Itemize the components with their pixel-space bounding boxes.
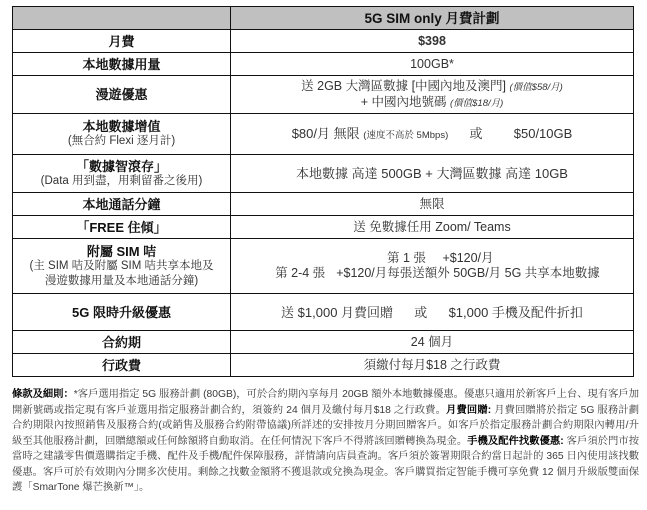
row-label-free-talk: 「FREE 住傾」 bbox=[13, 216, 231, 239]
extra-sim-tier-1 bbox=[235, 251, 629, 266]
topup-unlimited: $80/月 無限 bbox=[291, 125, 360, 141]
row-label-data-rollover bbox=[13, 155, 231, 193]
table-row bbox=[13, 30, 634, 53]
row-value-admin-fee: 須繳付每月$18 之行政費 bbox=[231, 354, 634, 377]
header-blank-cell bbox=[13, 7, 231, 30]
data-rollover-subtitle: (Data 用到盡，用剩留番之後用) bbox=[40, 174, 203, 187]
row-label-local-voice: 本地通話分鐘 bbox=[13, 193, 231, 216]
data-topup-title: 本地數據增值 bbox=[82, 119, 161, 134]
rebate-text: 月費回贈將於指定 5G 服務計劃合約期限內按照銷售及服務合約(或銷售及服務合約附帶協議)所詳述的安排按月分期回贈客戶。如客戶於指定服務計劃合約期限內轉用/升級至其他服務計劃，回贈總額或任何餘額將自動取消。在任何情況下客戶不得將該回贈轉換為現金。 bbox=[12, 404, 639, 447]
row-label-extra-sim bbox=[13, 239, 231, 294]
table-row bbox=[13, 53, 634, 76]
extra-sim-tier-2 bbox=[235, 266, 629, 281]
mainland-number-main: + 中國內地號碼 bbox=[360, 94, 447, 109]
table-row bbox=[13, 193, 634, 216]
row-value-monthly-fee: $398 bbox=[231, 30, 634, 53]
roaming-offer-main: 送 2GB 大灣區數據 [中國內地及澳門] bbox=[301, 78, 507, 93]
row-label-5g-upgrade: 5G 限時升級優惠 bbox=[13, 294, 231, 331]
extra-sim-tier-1-key: 第 1 張 bbox=[387, 251, 426, 265]
data-topup-subtitle: (無合約 Flexi 逐月計) bbox=[67, 135, 176, 147]
extra-sim-title: 附屬 SIM 咭 bbox=[86, 243, 157, 259]
row-value-contract-period: 24 個月 bbox=[231, 331, 634, 354]
discount-heading: 手機及配件找數優惠: bbox=[467, 435, 564, 447]
row-value-5g-upgrade bbox=[231, 294, 634, 331]
table-row bbox=[13, 155, 634, 193]
rebate-heading: 月費回贈: bbox=[446, 404, 492, 416]
table-row bbox=[13, 354, 634, 377]
extra-sim-tier-2-price: +$120/月每張送額外 50GB/月 5G 共享本地數據 bbox=[336, 266, 600, 280]
plan-title: 5G SIM only 月費計劃 bbox=[231, 7, 634, 30]
upgrade-discount: $1,000 手機及配件折扣 bbox=[448, 304, 583, 320]
upgrade-or: 或 bbox=[414, 304, 428, 320]
terms-text: *客戶選用指定 5G 服務計劃 (80GB)，可於合約期內享每月 20GB 額外本地數據優惠。優惠只適用於新客戶上台、現有客戶加開新號碼或指定現有客戶並選用指定服務計劃合約，須簽約 24 個月及繳付每月$18 之行政費。 bbox=[12, 389, 640, 416]
topup-or: 或 bbox=[469, 125, 483, 141]
row-value-roaming bbox=[231, 76, 634, 114]
row-label-monthly-fee: 月費 bbox=[13, 30, 231, 53]
terms-and-conditions bbox=[12, 387, 639, 496]
discount-text: 客戶須於門市按當時之建議零售價選購指定手機、配件及手機/配件保障服務，詳情請向店員查詢。客戶須於簽署期限合約當日起計的 365 日內使用該找數優惠。客戶可於有效期內分開多次使用。剩餘之找數金額將不獲退款或兌換為現金。客戶購買指定智能手機可享免費 12 個月升級版雙面保護「SmarTone 爆芒換新™」。 bbox=[12, 435, 639, 493]
row-label-data-topup bbox=[13, 114, 231, 155]
mainland-number-note: (價值$18/月) bbox=[449, 97, 504, 109]
table-row bbox=[13, 216, 634, 239]
row-label-local-data: 本地數據用量 bbox=[13, 53, 231, 76]
row-label-contract-period: 合約期 bbox=[13, 331, 231, 354]
extra-sim-tier-1-price: +$120/月 bbox=[442, 251, 494, 265]
table-row bbox=[13, 294, 634, 331]
row-value-local-voice: 無限 bbox=[231, 193, 634, 216]
topup-speed-note: (速度不高於 5Mbps) bbox=[363, 129, 449, 141]
row-value-extra-sim bbox=[231, 239, 634, 294]
plan-comparison-table bbox=[12, 6, 634, 377]
extra-sim-subtitle-line1: (主 SIM 咭及附屬 SIM 咭共享本地及 bbox=[29, 259, 214, 272]
row-value-free-talk: 送 免數據任用 Zoom/ Teams bbox=[231, 216, 634, 239]
row-label-admin-fee: 行政費 bbox=[13, 354, 231, 377]
table-header-row bbox=[13, 7, 634, 30]
upgrade-rebate: 送 $1,000 月費回贈 bbox=[281, 304, 394, 320]
row-value-data-rollover: 本地數據 高達 500GB + 大灣區數據 高達 10GB bbox=[231, 155, 634, 193]
data-rollover-title: 「數據智滾存」 bbox=[75, 158, 167, 174]
table-row bbox=[13, 76, 634, 114]
table-row bbox=[13, 331, 634, 354]
row-value-local-data: 100GB* bbox=[231, 53, 634, 76]
roaming-offer-note: (價值$58/月) bbox=[509, 81, 563, 93]
terms-heading: 條款及細則： bbox=[12, 389, 74, 400]
extra-sim-subtitle-line2: 漫遊數據用量及本地通話分鐘) bbox=[44, 274, 199, 287]
topup-10gb: $50/10GB bbox=[513, 125, 573, 141]
row-value-data-topup bbox=[231, 114, 634, 155]
extra-sim-tier-2-key: 第 2-4 張 bbox=[275, 266, 326, 280]
table-row bbox=[13, 114, 634, 155]
row-label-roaming: 漫遊優惠 bbox=[13, 76, 231, 114]
table-row bbox=[13, 239, 634, 294]
